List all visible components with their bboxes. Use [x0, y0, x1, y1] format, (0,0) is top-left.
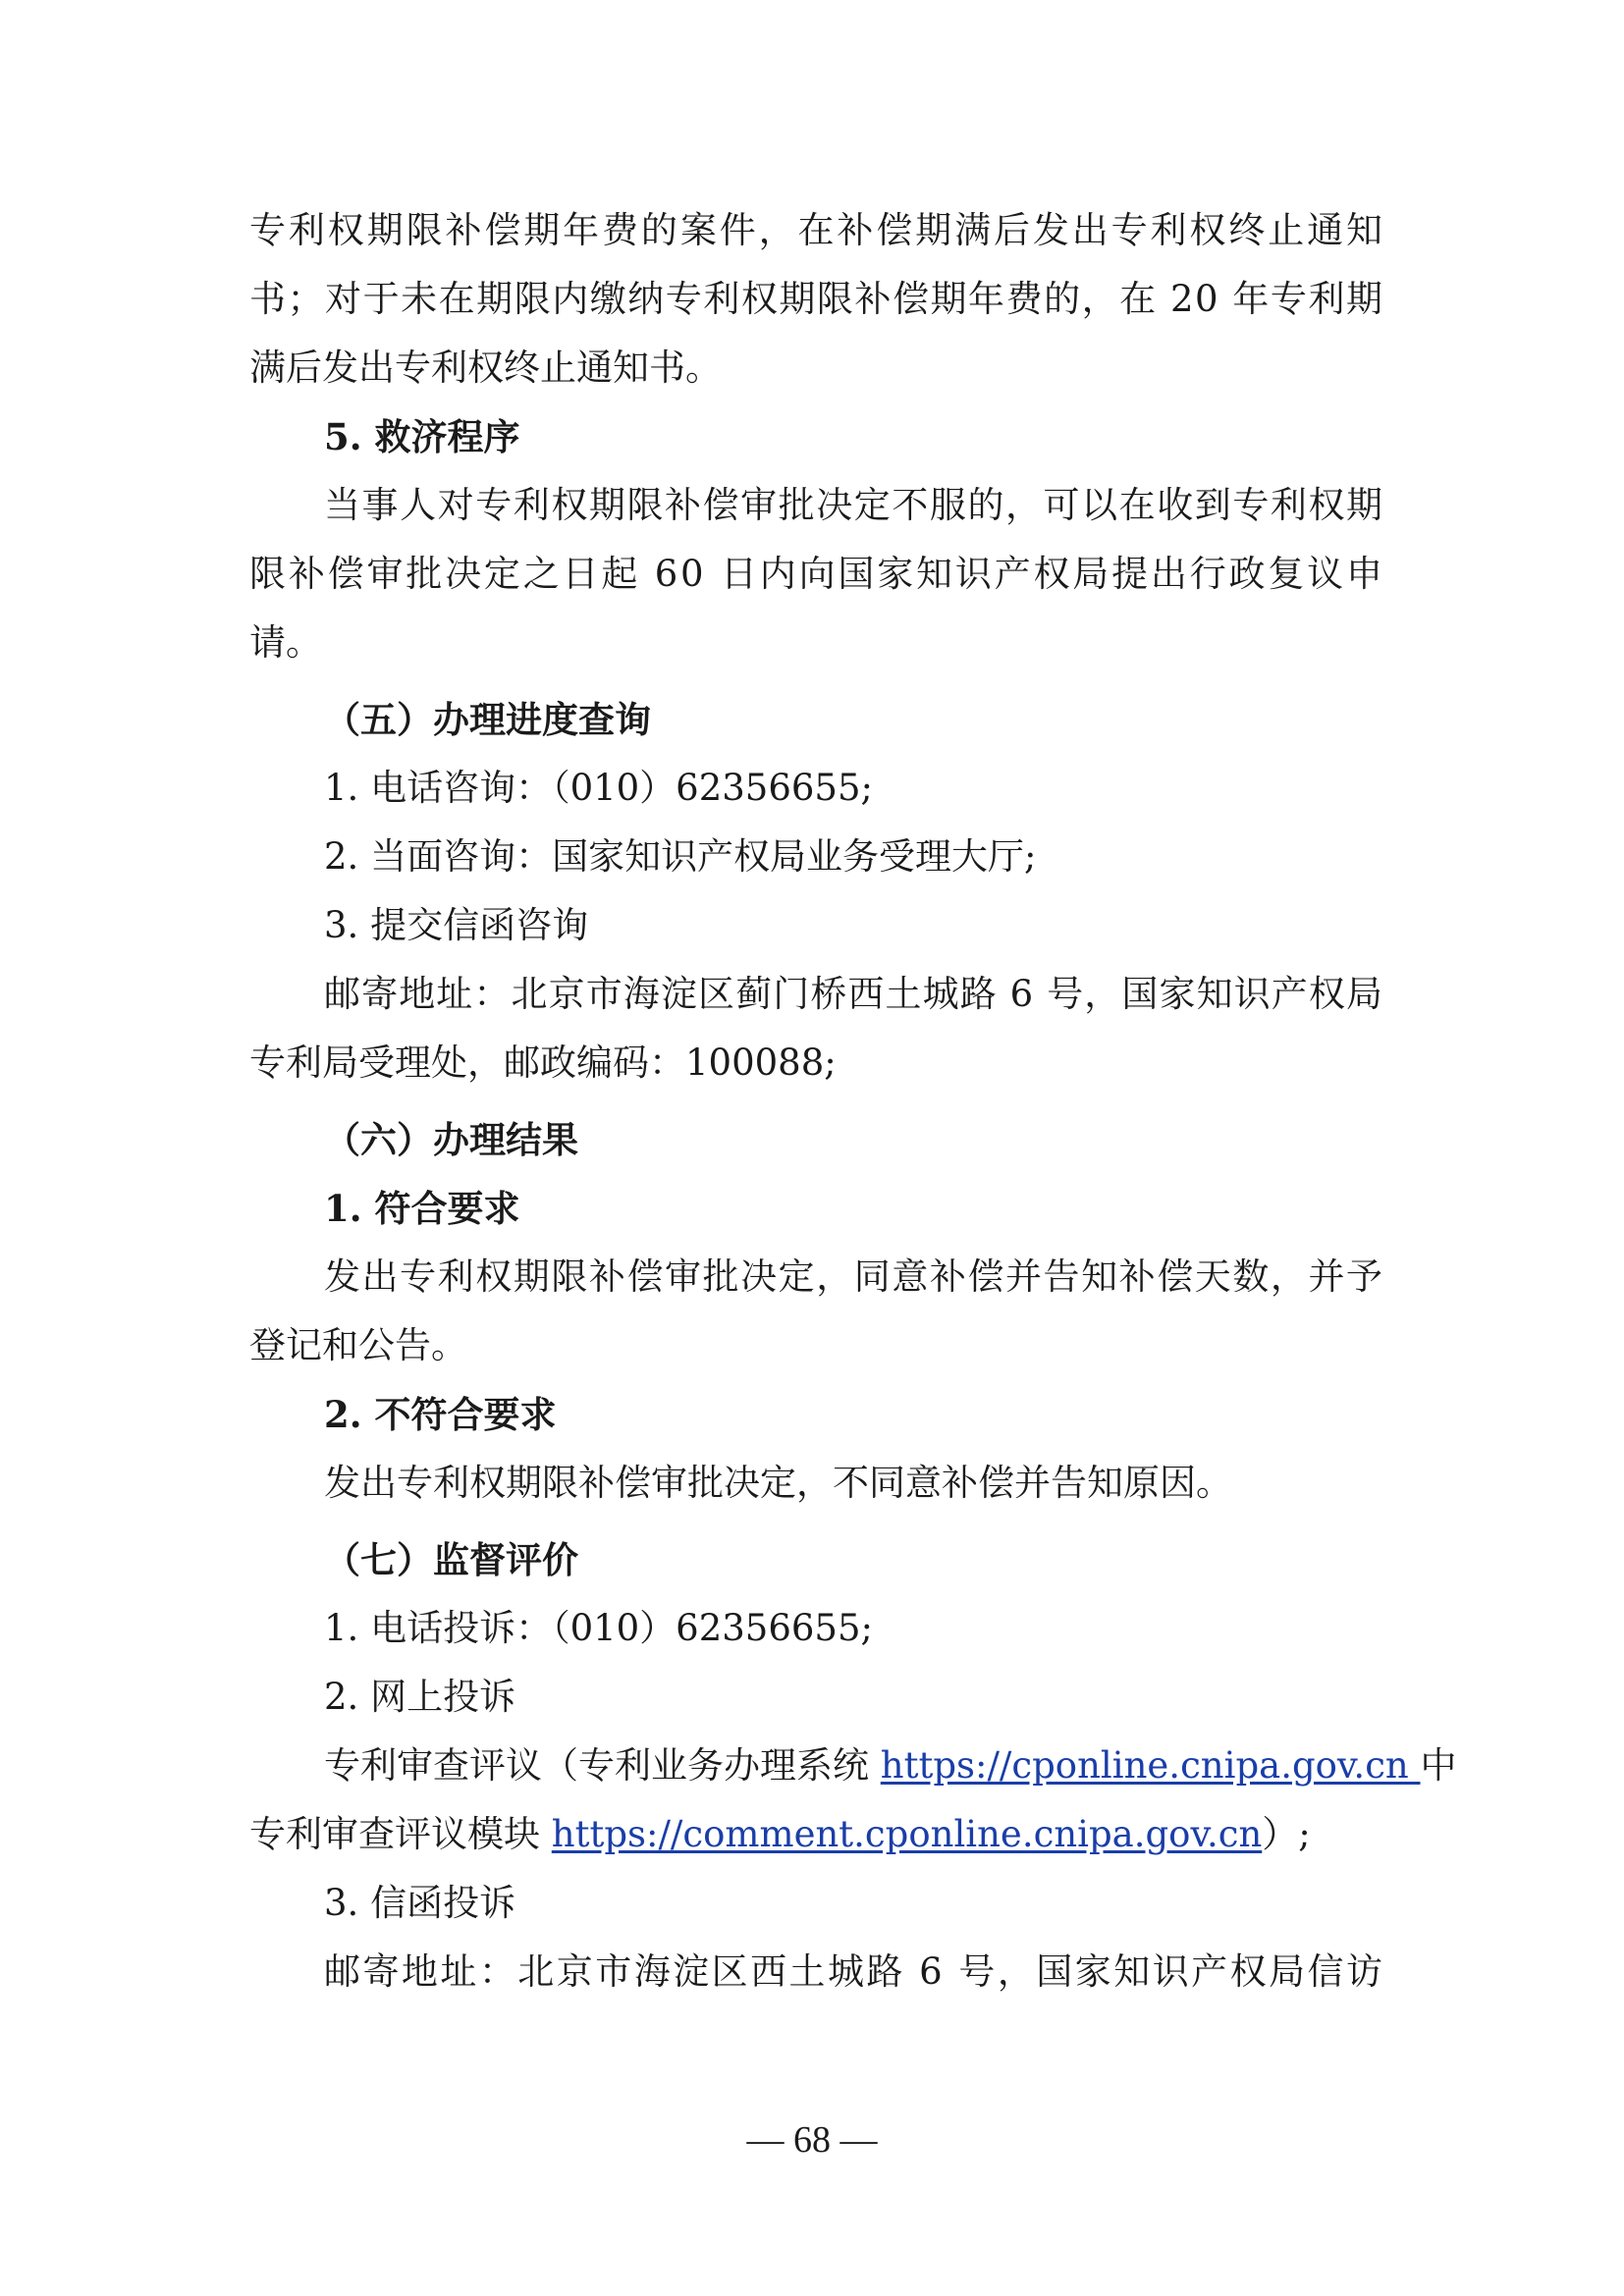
mailing-address-line: 邮寄地址：北京市海淀区西土城路 6 号，国家知识产权局信访: [324, 1950, 1385, 1993]
list-item-letter-complaint: 3. 信函投诉: [324, 1882, 516, 1924]
review-line: [249, 1800, 1382, 1869]
comment-link[interactable]: https://comment.cponline.cnipa.gov.cn: [551, 1813, 1263, 1855]
paragraph-line: 登记和公告。: [249, 1324, 467, 1366]
list-item-letter-inquiry: 3. 提交信函咨询: [324, 904, 589, 946]
list-item-phone-complaint: 1. 电话投诉：（010）62356655;: [324, 1607, 873, 1649]
document-page: [249, 196, 1457, 2006]
section-title-supervision: （七）监督评价: [324, 1538, 578, 1581]
list-item-in-person-inquiry: 2. 当面咨询：国家知识产权局业务受理大厅;: [324, 835, 1037, 878]
page-number: — 68 —: [746, 2119, 878, 2161]
paragraph-line: 发出专利权期限补偿审批决定，同意补偿并告知补偿天数，并予: [324, 1255, 1384, 1298]
paragraph-line: 满后发出专利权终止通知书。: [249, 347, 722, 389]
review-text: ）;: [1262, 1813, 1311, 1855]
list-item-phone-inquiry: 1. 电话咨询：（010）62356655;: [324, 767, 873, 809]
mailing-address-line: 邮寄地址：北京市海淀区蓟门桥西土城路 6 号，国家知识产权局: [324, 973, 1384, 1015]
mailing-address-line: 专利局受理处，邮政编码：100088;: [249, 1041, 837, 1084]
section-title-progress-inquiry: （五）办理进度查询: [324, 698, 651, 741]
review-text: 专利审查评议（专利业务办理系统: [324, 1744, 881, 1787]
paragraph-line: 专利权期限补偿期年费的案件，在补偿期满后发出专利权终止通知: [249, 209, 1385, 251]
subheading-not-meets-requirements: 2. 不符合要求: [324, 1393, 557, 1436]
review-text: 专利审查评议模块: [249, 1813, 552, 1855]
paragraph-line: 限补偿审批决定之日起 60 日内向国家知识产权局提出行政复议申: [249, 553, 1385, 595]
subheading-meets-requirements: 1. 符合要求: [324, 1187, 520, 1230]
review-text: 中: [1420, 1744, 1457, 1787]
section-title-result: （六）办理结果: [324, 1118, 578, 1161]
paragraph-line: 当事人对专利权期限补偿审批决定不服的，可以在收到专利权期: [324, 484, 1384, 526]
review-line: [249, 1732, 1457, 1800]
paragraph-line: 发出专利权期限补偿审批决定，不同意补偿并告知原因。: [324, 1462, 1232, 1504]
paragraph-line: 请。: [249, 621, 322, 664]
subheading-remedy-procedure: 5. 救济程序: [324, 415, 520, 458]
cponline-link[interactable]: https://cponline.cnipa.gov.cn: [880, 1744, 1421, 1787]
list-item-online-complaint: 2. 网上投诉: [324, 1676, 516, 1718]
paragraph-line: 书；对于未在期限内缴纳专利权期限补偿期年费的，在 20 年专利期: [249, 278, 1384, 320]
